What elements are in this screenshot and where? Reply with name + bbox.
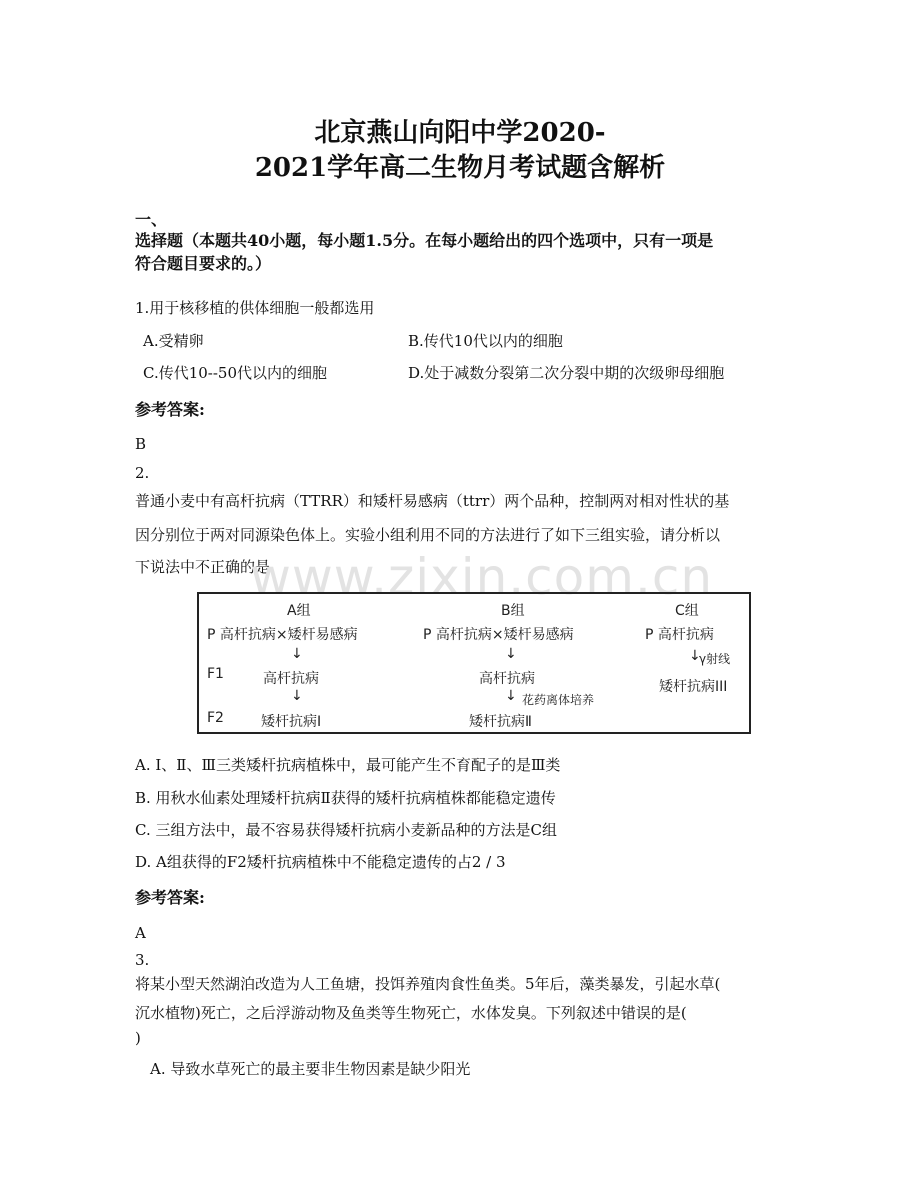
q2-option-d: D. A组获得的F2矮杆抗病植株中不能稳定遗传的占2 / 3 [135, 853, 506, 871]
q3-stem-line2: 沉水植物)死亡，之后浮游动物及鱼类等生物死亡，水体发臭。下列叙述中错误的是( [135, 1004, 687, 1022]
group-a-f1-label: F1 [207, 666, 224, 682]
q3-number: 3. [135, 951, 150, 969]
q1-stem: 1.用于核移植的供体细胞一般都选用 [135, 299, 375, 317]
page-title-line2: 2021学年高二生物月考试题含解析 [254, 153, 666, 183]
group-b-arrow-2: ↓ [505, 688, 517, 704]
q1-answer-label: 参考答案: [135, 400, 205, 419]
group-c-arrow: ↓ [689, 648, 701, 664]
q2-stem-line1: 普通小麦中有高杆抗病（TTRR）和矮杆易感病（ttrr）两个品种，控制两对相对性状的基 [135, 492, 730, 510]
q1-answer: B [135, 435, 147, 453]
group-b-f1: 高杆抗病 [479, 671, 535, 687]
q1-option-b: B.传代10代以内的细胞 [408, 332, 563, 350]
group-b-arrow-1: ↓ [505, 646, 517, 662]
group-c-step: γ射线 [699, 652, 731, 666]
q2-stem-line2: 因分别位于两对同源染色体上。实验小组利用不同的方法进行了如下三组实验，请分析以 [135, 526, 721, 544]
group-a-arrow-1: ↓ [291, 646, 303, 662]
section-instruction-line2: 符合题目要求的。） [135, 254, 272, 273]
group-a-f2: 矮杆抗病Ⅰ [261, 714, 322, 730]
group-b-step: 花药离体培养 [522, 693, 595, 707]
group-b-label: B组 [501, 603, 525, 619]
q3-stem-line1: 将某小型天然湖泊改造为人工鱼塘，投饵养殖肉食性鱼类。5年后，藻类暴发，引起水草( [135, 975, 721, 993]
group-c-result: 矮杆抗病III [659, 679, 728, 695]
group-a-f1: 高杆抗病 [263, 671, 319, 687]
group-b-result: 矮杆抗病Ⅱ [469, 714, 532, 730]
page-title-line1: 北京燕山向阳中学2020- [314, 118, 606, 148]
group-a-parents: P 高杆抗病×矮杆易感病 [207, 627, 358, 643]
q1-option-d: D.处于减数分裂第二次分裂中期的次级卵母细胞 [408, 364, 725, 382]
group-c-label: C组 [675, 603, 699, 619]
q2-answer-label: 参考答案: [135, 888, 205, 907]
q2-option-a: A. Ⅰ、Ⅱ、Ⅲ三类矮杆抗病植株中，最可能产生不育配子的是Ⅲ类 [135, 756, 561, 774]
experiment-diagram [197, 592, 751, 734]
section-number: 一、 [135, 210, 168, 229]
group-a-arrow-2: ↓ [291, 688, 303, 704]
group-c-parent: P 高杆抗病 [645, 627, 714, 643]
q2-option-c: C. 三组方法中，最不容易获得矮杆抗病小麦新品种的方法是C组 [135, 821, 557, 839]
q1-option-a: A.受精卵 [143, 332, 204, 350]
q3-option-a: A. 导致水草死亡的最主要非生物因素是缺少阳光 [150, 1060, 471, 1078]
q2-stem-line3: 下说法中不正确的是 [135, 558, 271, 576]
watermark: www.zixin.com.cn [250, 548, 714, 606]
group-a-f2-label: F2 [207, 710, 224, 726]
q3-stem-line3: ) [135, 1029, 141, 1047]
section-instruction-line1: 选择题（本题共40小题，每小题1.5分。在每小题给出的四个选项中，只有一项是 [135, 231, 714, 250]
q2-answer: A [135, 924, 146, 942]
q2-number: 2. [135, 464, 150, 482]
group-b-parents: P 高杆抗病×矮杆易感病 [423, 627, 574, 643]
group-a-label: A组 [287, 603, 311, 619]
q2-option-b: B. 用秋水仙素处理矮杆抗病Ⅱ获得的矮杆抗病植株都能稳定遗传 [135, 789, 556, 807]
q1-option-c: C.传代10--50代以内的细胞 [143, 364, 328, 382]
